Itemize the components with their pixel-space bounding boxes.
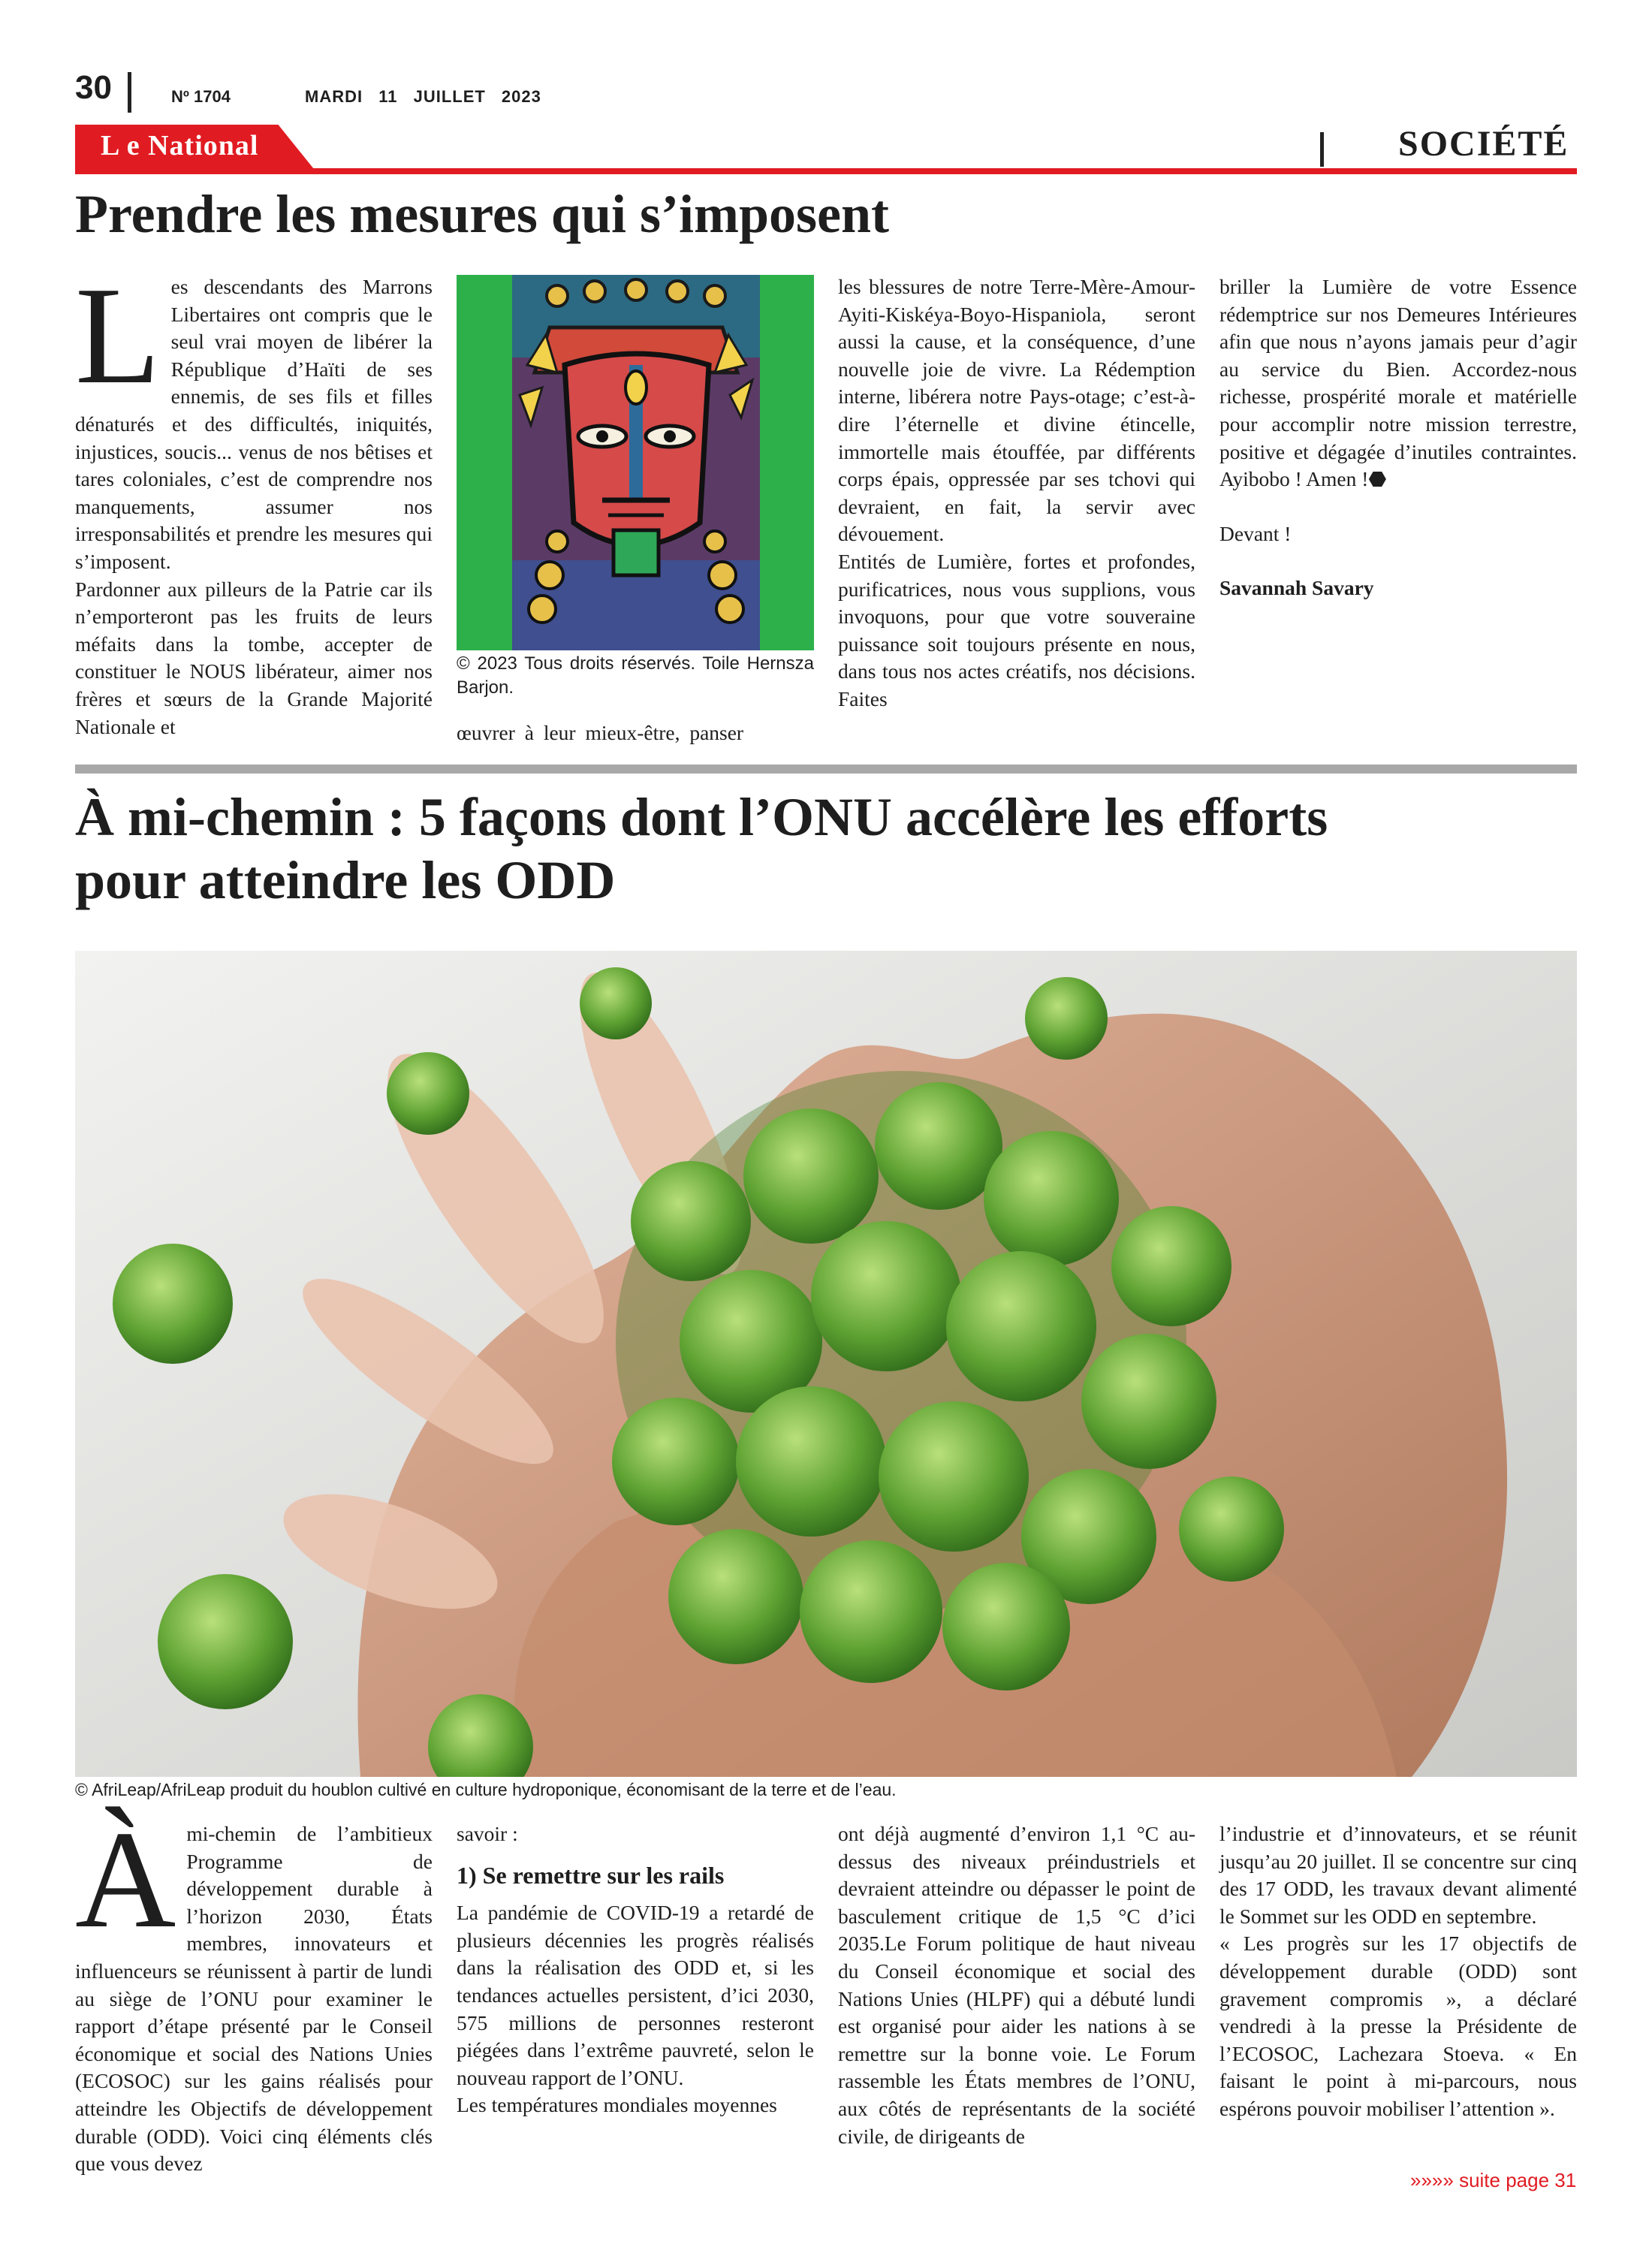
article1-column-1 — [75, 258, 433, 740]
article1-closing: Devant ! — [1219, 521, 1292, 545]
issue-date: MARDI 11 JUILLET 2023 — [305, 87, 541, 106]
brand-logo: L e National — [101, 130, 259, 161]
article2-paragraph: « Les progrès sur les 17 objectifs de développement durable (ODD) sont gravement compromis », a déclaré vendredi à la presse la Présidente de l’ECOSOC, Lachezara Stoeva. « En faisant le point à mi-parcours, nous espérons pouvoir mobiliser l’attention ». — [1219, 1932, 1577, 2120]
article1-author: Savannah Savary — [1219, 576, 1374, 600]
article1-title: Prendre les mesures qui s’imposent — [75, 184, 890, 244]
continued-link[interactable]: »»»» suite page 31 — [1410, 2169, 1577, 2191]
section-label: SOCIÉTÉ — [1398, 124, 1569, 164]
artwork-image — [512, 275, 760, 650]
article2-paragraph: l’industrie et d’innovateurs, et se réunit jusqu’au 20 juillet. Il se concentre sur cinq des 17 ODD, les travaux devant alimenté le Sommet sur les ODD en septembre. — [1219, 1822, 1577, 1928]
article2-column-1 — [75, 1802, 433, 2178]
article1-paragraph: briller la Lumière de votre Essence rédemptrice sur nos Demeures Intérieures afin que nous n’ayons jamais peur d’agir au service du Bien. Accordez-nous richesse, prospérité morale et matérielle pour accomplir notre mission terrestre, positive et dégagée d’inutiles contraintes. Ayibobo ! Amen ! — [1219, 275, 1577, 491]
article2-dropcap: À — [75, 1802, 176, 1957]
article1-column-3 — [838, 273, 1195, 713]
article2-paragraph: savoir : — [457, 1822, 518, 1845]
article2-paragraph: mi-chemin de l’ambitieux Programme de développement durable à l’horizon 2030, États membres, innovateurs et influenceurs se réunissent à partir de lundi au siège de l’ONU pour examiner le rapport d’étape présenté par le Conseil économique et social des Nations Unies (ECOSOC) sur les gains réalisés pour atteindre les Objectifs de développement durable (ODD). Voici cinq éléments clés que vous devez — [75, 1822, 433, 2176]
issue-number: Nº 1704 — [171, 87, 231, 106]
article2-column-2 — [457, 1820, 814, 2119]
header-rule — [75, 168, 1577, 174]
article2-column-3 — [838, 1820, 1195, 2150]
hops-photo — [75, 951, 1577, 1777]
article2-title — [75, 786, 1577, 912]
article1-column-2-text: œuvrer à leur mieux-être, panser — [457, 721, 744, 744]
article1-paragraph: es descendants des Marrons Libertaires ont compris que le seul vrai moyen de libérer la République d’Haïti de ses ennemis, de ses fils et filles dénaturés et des difficultés, iniquités, injustices, soucis... venus de nos bêtises et tares coloniales, c’est de comprendre nos manquements, assumer nos irresponsabilités et prendre les mesures qui s’imposent. — [75, 275, 433, 573]
article1-dropcap: L — [75, 258, 161, 413]
article2-paragraph: ont déjà augmenté d’environ 1,1 °C au-dessus des niveaux préindustriels et devraient atteindre ou dépasser le point de basculement critique de 1,5 °C d’ici 2035.Le Forum politique de haut niveau du Conseil économique et social des Nations Unies (HLPF) qui a débuté lundi est organisé pour aider les nations à se remettre sur la bonne voie. Le Forum rassemble les États membres de l’ONU, aux côtés de représentants de la société civile, de dirigeants de — [838, 1822, 1195, 2148]
article2-title-line: pour atteindre les ODD — [75, 850, 616, 910]
page-number: 30 — [75, 69, 112, 106]
artwork-caption: © 2023 Tous droits réservés. Toile Hernsza Barjon. — [457, 653, 814, 698]
article2-paragraph: La pandémie de COVID-19 a retardé de plusieurs décennies les progrès réalisés dans la réalisation des ODD et, si les tendances actuelles persistent, d’ici 2030, 575 millions de personnes resteront piégées dans l’extrême pauvreté, selon le nouveau rapport de l’ONU. — [457, 1901, 814, 2089]
page-number-divider — [128, 72, 131, 113]
article2-subheading: 1) Se remettre sur les rails — [457, 1861, 725, 1889]
article-separator — [75, 765, 1577, 774]
article2-column-4 — [1219, 1820, 1577, 2123]
section-divider — [1320, 132, 1324, 167]
article2-paragraph: Les températures mondiales moyennes — [457, 2093, 777, 2117]
article1-column-4 — [1219, 273, 1577, 602]
end-mark-icon: ⬣ — [1368, 467, 1387, 491]
article2-title-line: À mi-chemin : 5 façons dont l’ONU accélère les efforts — [75, 787, 1328, 847]
photo-caption: © AfriLeap/AfriLeap produit du houblon cultivé en culture hydroponique, économisant de la terre et de l’eau. — [75, 1780, 897, 1799]
article1-paragraph: Pardonner aux pilleurs de la Patrie car ils n’emporteront pas les fruits de leurs méfaits dans la tombe, accepter de constituer le NOUS libérateur, aimer nos frères et sœurs de la Grande Majorité Nationale et — [75, 577, 433, 738]
article1-paragraph: Entités de Lumière, fortes et profondes, purificatrices, nous vous supplions, vous invoquons, pour que votre souveraine puissance soit toujours présente en nous, dans tous nos actes créatifs, nos décisions. Faites — [838, 549, 1195, 710]
article1-paragraph: les blessures de notre Terre-Mère-Amour-Ayiti-Kiskéya-Boyo-Hispaniola, seront aussi la cause, et la conséquence, d’une nouvelle joie de vivre. La Rédemption interne, libérera notre Pays-otage; c’est-à-dire l’éternelle et divine étincelle, immortelle mais étouffée, par différents corps épais, oppressée par ses tchovi qui devraient, en fait, la servir avec dévouement. — [838, 275, 1195, 546]
